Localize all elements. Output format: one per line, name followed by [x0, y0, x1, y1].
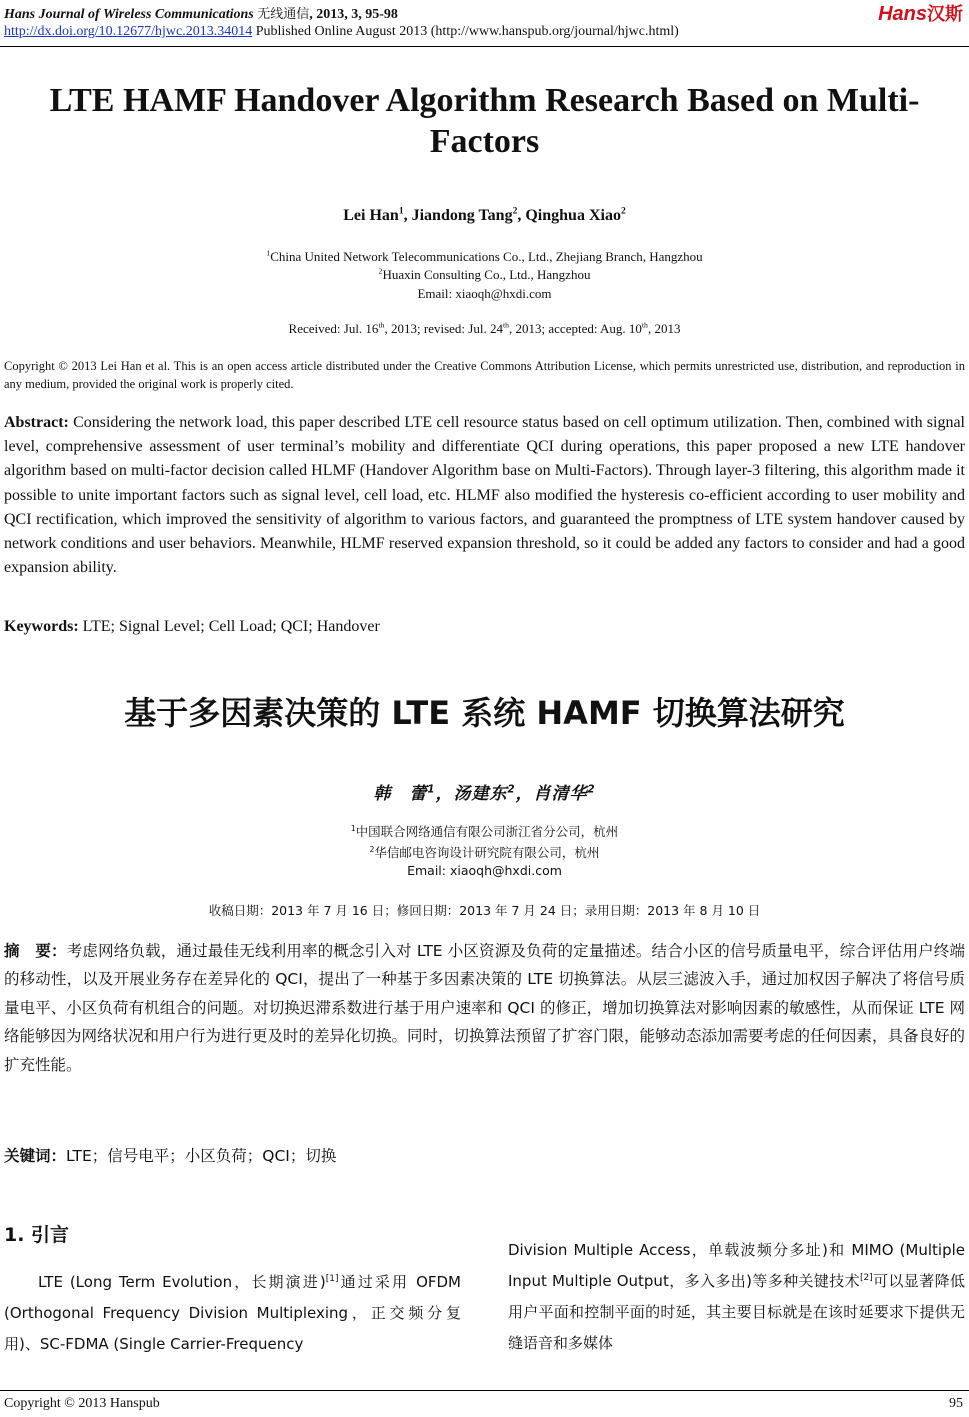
- paper-title-cn: 基于多因素决策的 LTE 系统 HAMF 切换算法研究: [124, 694, 845, 732]
- keywords-cn-label: 关键词：: [4, 1147, 67, 1165]
- journal-name: Hans Journal of Wireless Communications: [4, 7, 254, 22]
- journal-volume: , 2013, 3, 95-98: [309, 7, 398, 22]
- doi-link[interactable]: http://dx.doi.org/10.12677/hjwc.2013.34014: [4, 24, 253, 39]
- page-number: 95: [949, 1396, 963, 1411]
- footer-copyright: Copyright © 2013 Hanspub: [4, 1396, 160, 1411]
- intro-column-right: Division Multiple Access，单载波频分多址)和 MIMO (Multiple Input Multiple Output，多入多出)等多种关键技术[2]可以显著降低用户平面和控制平面的时延，其主要目标就是在该时延要求下提供无缝语音和多媒体: [508, 1241, 965, 1352]
- keywords-cn: [4, 1144, 336, 1166]
- affiliation-cn-2: $^2$华信邮电咨询设计研究院有限公司，杭州: [369, 844, 600, 860]
- citation-2[interactable]: [2]: [859, 1273, 873, 1283]
- keywords-text: LTE; Signal Level; Cell Load; QCI; Handover: [78, 618, 380, 635]
- intro-paragraph-1: LTE (Long Term Evolution，长期演进)[1]通过采用 OFDM (Orthogonal Frequency Division Multiplexing，正交频分复用)、SC-FDMA (Single Carrier-Frequency: [4, 1273, 461, 1353]
- abstract-cn: [4, 937, 965, 1079]
- copyright-notice: Copyright © 2013 Lei Han et al. This is an open access article distributed under the Creative Commons Attribution License, which permits unrestricted use, distribution, and reproduction in any medium, provided the original work is properly cited.: [4, 359, 965, 391]
- received-dates-en: Received: Jul. 16th, 2013; revised: Jul. 24th, 2013; accepted: Aug. 10th, 2013: [288, 320, 681, 336]
- journal-name-cn: 无线通信: [257, 7, 310, 22]
- affiliation-cn-1: $^1$中国联合网络通信有限公司浙江省分公司，杭州: [350, 823, 619, 839]
- email-cn: Email: xiaoqh@hxdi.com: [407, 863, 562, 878]
- doi-line: [4, 24, 679, 40]
- footer-rule: [0, 1390, 969, 1391]
- affiliation-en-2: $^2$Huaxin Consulting Co., Ltd., Hangzhou: [378, 266, 591, 282]
- header-rule: [0, 46, 969, 47]
- section-heading-intro: 1. 引言: [4, 1224, 70, 1246]
- paper-title-en: LTE HAMF Handover Algorithm Research Based on Multi-Factors: [49, 82, 920, 160]
- keywords-label: Keywords:: [4, 618, 79, 635]
- abstract-cn-text: 考虑网络负载，通过最佳无线利用率的概念引入对 LTE 小区资源及负荷的定量描述。结合小区的信号质量电平，综合评估用户终端的移动性，以及开展业务存在差异化的 QCI，提出了一种基于多因素决策的 LTE 切换算法。从层三滤波入手，通过加权因子解决了将信号质量电平、小区负荷有机组合的问题。对切换迟滞系数进行基于用户速率和 QCI 的修正，增加切换算法对影响因素的敏感性，从而保证 LTE 网络能够因为网络状况和用户行为进行更及时的差异化切换。同时，切换算法预留了扩容门限，能够动态添加需要考虑的任何因素，具备良好的扩充性能。: [4, 942, 966, 1074]
- email-en: Email: xiaoqh@hxdi.com: [417, 286, 552, 301]
- abstract-cn-label: 摘 要：: [4, 942, 67, 960]
- authors-en: Lei Han$^1$, Jiandong Tang$^2$, Qinghua Xiao$^2$: [343, 205, 626, 224]
- abstract-text: Considering the network load, this paper described LTE cell resource status based on cell optimum utilization. Then, combined with signal level, comprehensive assessment of user terminal’s mobility and differentiate QCI during operations, this paper proposed a new LTE handover algorithm based on multi-factor decision called HLMF (Handover Algorithm base on Multi-Factors). Through layer-3 filtering, this algorithm made it possible to unite important factors such as signal level, cell load, etc. HLMF also modified the hysteresis co-efficient according to user mobility and QCI rectification, which improved the sensitivity of algorithm to various factors, and guaranteed the promptness of LTE system handover caused by network conditions and user behaviors. Meanwhile, HLMF reserved expansion threshold, so it could be added any factors to consider and had a good expansion ability.: [4, 414, 965, 577]
- citation-1[interactable]: [1]: [325, 1274, 339, 1284]
- received-dates-cn: 收稿日期：2013 年 7 月 16 日；修回日期：2013 年 7 月 24 日；录用日期：2013 年 8 月 10 日: [208, 903, 761, 918]
- authors-cn: 韩 蕾$^1$，汤建东$^2$，肖清华$^2$: [373, 784, 596, 804]
- abstract-label: Abstract:: [4, 414, 69, 431]
- keywords-cn-text: LTE；信号电平；小区负荷；QCI；切换: [66, 1147, 337, 1165]
- published-online: Published Online August 2013 (http://www.hanspub.org/journal/hjwc.html): [255, 24, 679, 39]
- journal-header: [4, 3, 398, 23]
- publisher-logo: Hans汉斯: [878, 3, 963, 25]
- abstract-en: [4, 411, 965, 580]
- keywords-en: [4, 618, 380, 636]
- intro-column-left: [4, 1267, 461, 1360]
- affiliation-en-1: $^1$China United Network Telecommunications Co., Ltd., Zhejiang Branch, Hangzhou: [266, 248, 703, 264]
